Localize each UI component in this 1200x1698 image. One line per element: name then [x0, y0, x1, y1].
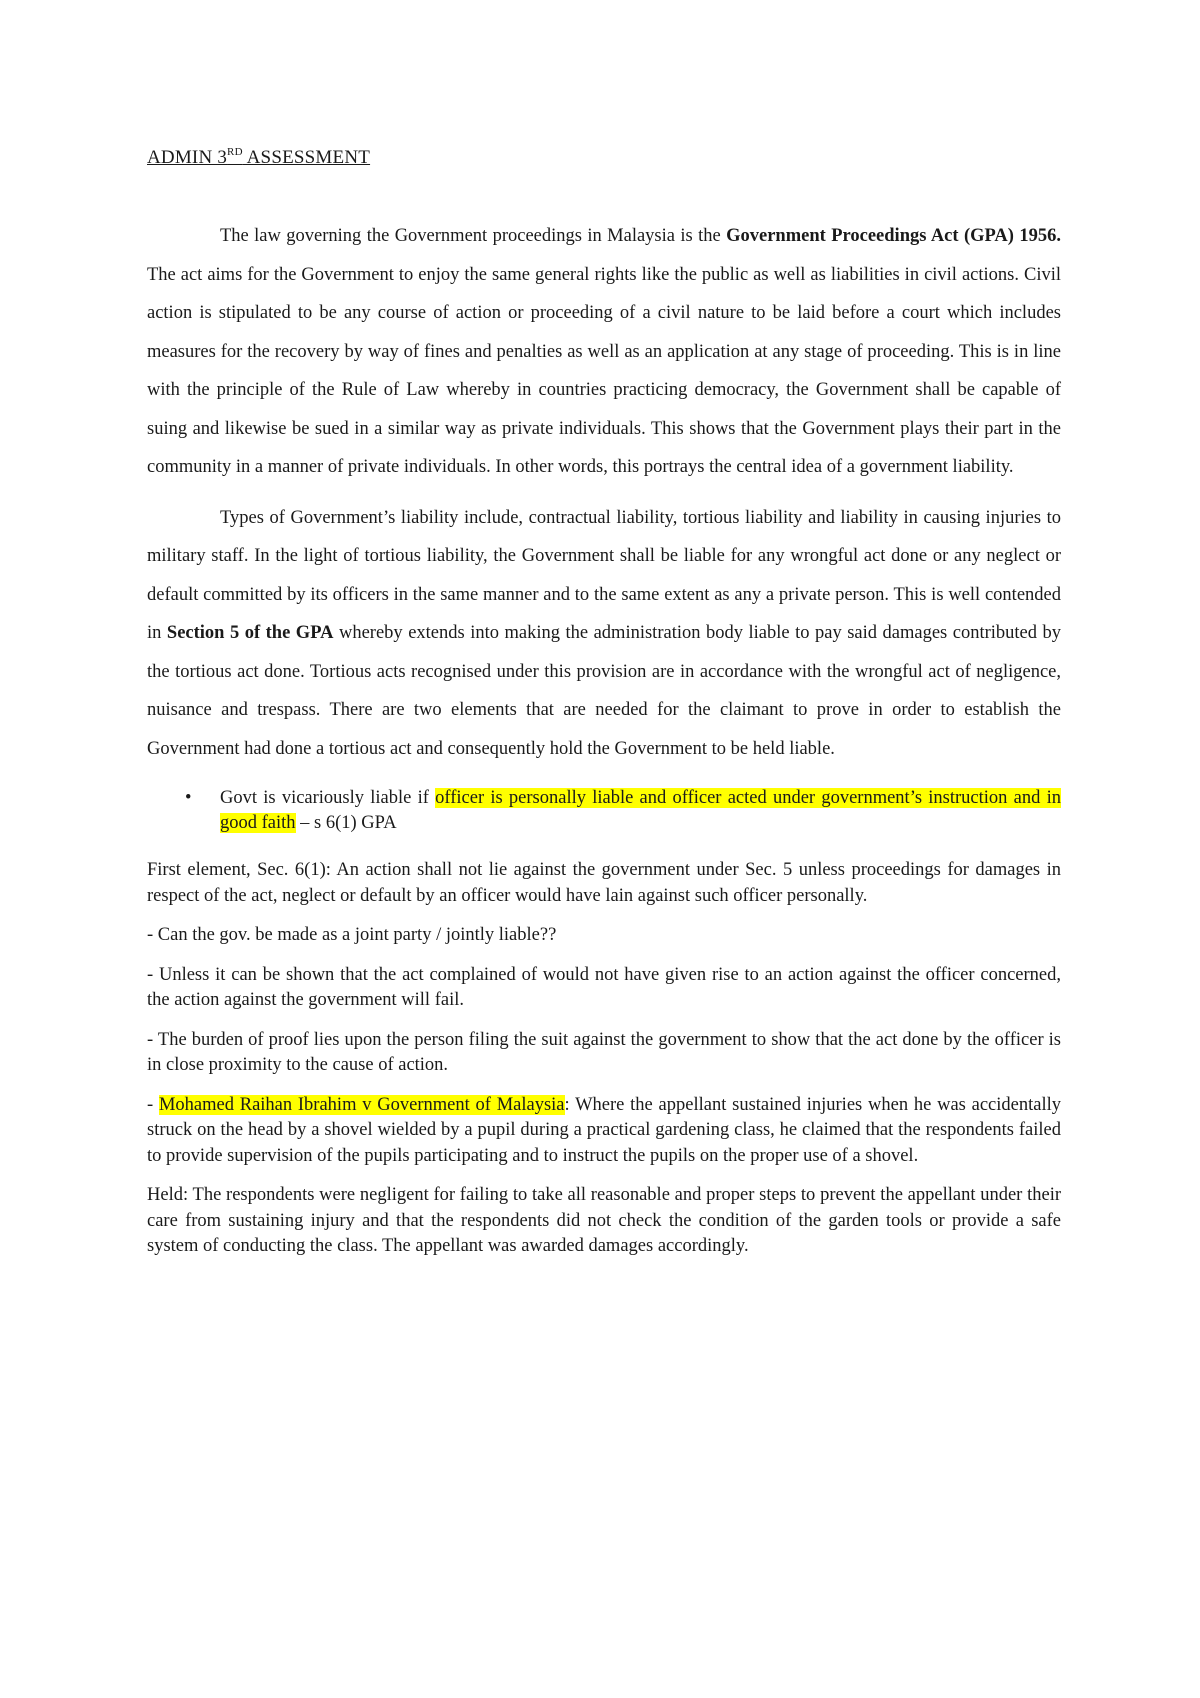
bullet-text-1: Govt is vicariously liable if — [220, 788, 436, 808]
paragraph-intro — [147, 217, 1061, 487]
liability-text-2: whereby extends into making the administration body liable to pay said damages contributed by the tortious act done. Tortious acts recognised under this provision are in accordance with the wrongful act of negligence, nuisance and trespass. There are two elements that are needed for the claimant to prove in order to establish the Government had done a tortious act and consequently hold the Government to be held liable. — [147, 623, 1061, 759]
bullet-highlight: officer is personally liable and officer acted under government’s instruction and in good faith — [220, 788, 1061, 833]
liability-section-ref: Section 5 of the GPA — [166, 623, 334, 643]
title-superscript: RD — [227, 145, 243, 158]
bullet-item — [147, 786, 1061, 836]
title-rest: ASSESSMENT — [242, 147, 371, 168]
paragraph-liability-types — [147, 499, 1061, 769]
note-first-element: First element, Sec. 6(1): An action shall not lie against the government under Sec. 5 unless proceedings for damages in respect of the act, neglect or default by an officer would have lain against such officer personally. — [147, 860, 1061, 906]
intro-text-1: The law governing the Government proceedings in Malaysia is the — [220, 226, 727, 246]
case-facts: : Where the appellant sustained injuries when he was accidentally struck on the head by a shovel wielded by a pupil during a practical gardening class, he claimed that the respondents failed to provide supervision of the pupils participating and to instruct the pupils on the proper use of a shovel. — [147, 1094, 1062, 1166]
liability-text-1: Types of Government’s liability include, contractual liability, tortious liability and liability in causing injuries to military staff. In the light of tortious liability, the Government shall be liable for any wrongful act done or any neglect or default committed by its officers in the same manner and to the same extent as any a private person. This is well contended in — [147, 507, 1061, 643]
case-name-highlight: Mohamed Raihan Ibrahim v Government of Malaysia — [158, 1094, 565, 1115]
intro-act-name: Government Proceedings Act (GPA) 1956. — [726, 226, 1061, 246]
note-joint-party: - Can the gov. be made as a joint party / jointly liable?? — [147, 925, 557, 945]
bullet-text-2: – s 6(1) GPA — [295, 813, 397, 833]
document-content — [147, 146, 1061, 1274]
case-prefix: - — [147, 1094, 159, 1115]
bullet-icon: • — [185, 788, 192, 808]
note-burden-of-proof: - The burden of proof lies upon the person filing the suit against the government to show that the act done by the officer is in close proximity to the cause of action. — [147, 1029, 1061, 1075]
intro-text-2: The act aims for the Government to enjoy the same general rights like the public as well as liabilities in civil actions. Civil action is stipulated to be any course of action or proceeding of a civil nature to be laid before a court which includes measures for the recovery by way of fines and penalties as well as an application at any stage of proceeding. This is in line with the principle of the Rule of Law whereby in countries practicing democracy, the Government shall be capable of suing and likewise be sued in a similar way as private individuals. This shows that the Government plays their part in the community in a manner of private individuals. In other words, this portrays the central idea of a government liability. — [147, 264, 1061, 477]
note-case — [147, 1093, 1061, 1170]
note-held: Held: The respondents were negligent for failing to take all reasonable and proper steps to prevent the appellant under their care from sustaining injury and that the respondents did not check the condition of the garden tools or provide a safe system of conducting the class. The appellant was awarded damages accordingly. — [147, 1185, 1061, 1256]
title-main: ADMIN 3 — [147, 147, 228, 168]
note-unless-shown: - Unless it can be shown that the act complained of would not have given rise to an action against the officer concerned, the action against the government will fail. — [147, 964, 1061, 1010]
page-title — [147, 146, 1061, 170]
